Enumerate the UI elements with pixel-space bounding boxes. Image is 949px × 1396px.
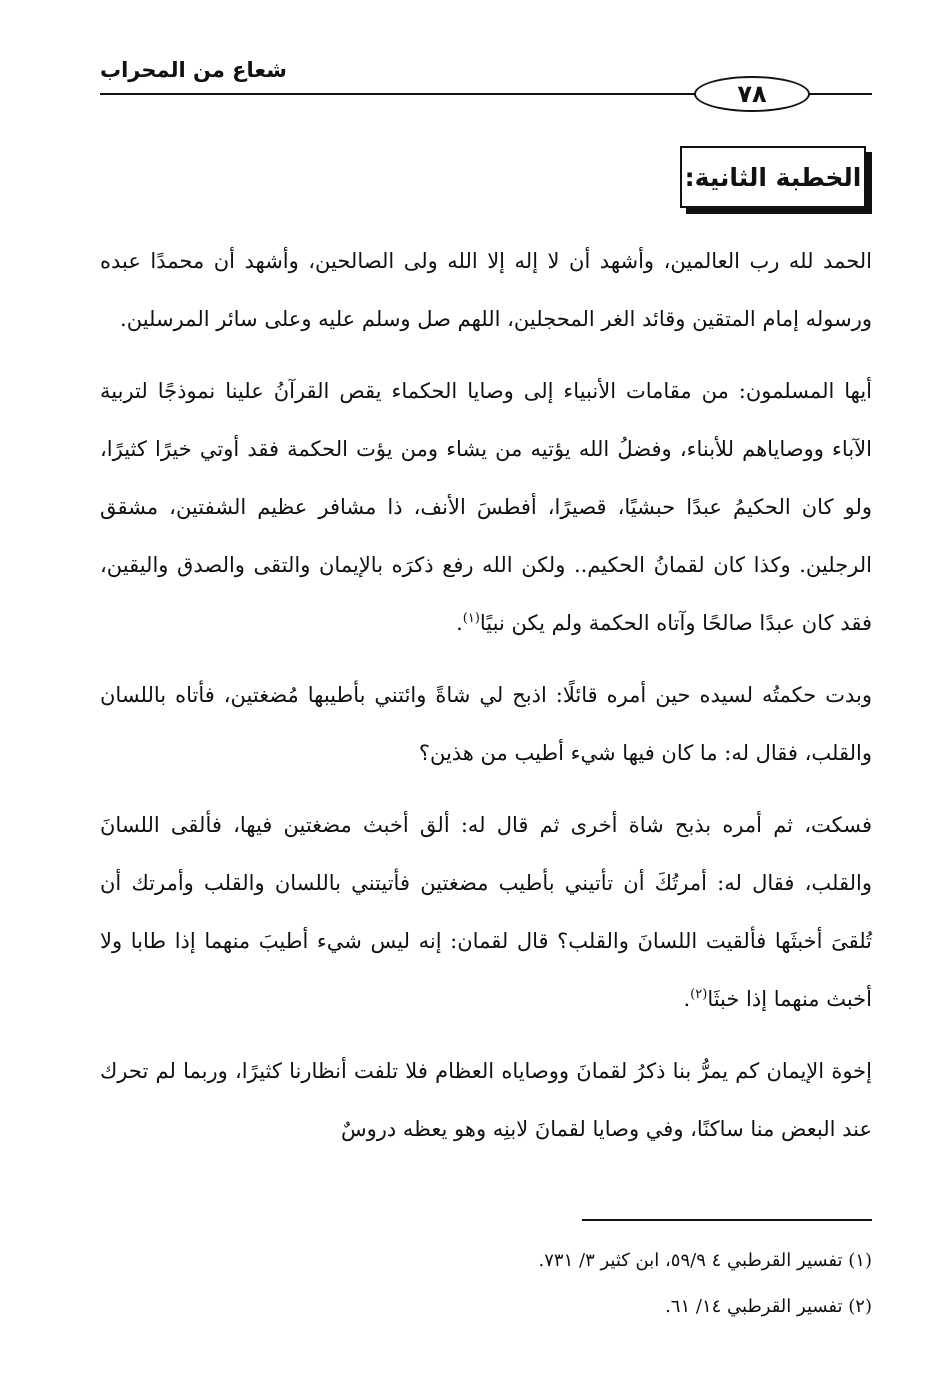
paragraph-2 xyxy=(100,362,872,652)
section-title: الخطبة الثانية: xyxy=(684,162,862,192)
footnote-ref-2: (٢) xyxy=(690,987,708,1002)
paragraph-text: أيها المسلمون: من مقامات الأنبياء إلى وصايا الحكماء يقص القرآنُ علينا نموذجًا لتربية الآباء ووصاياهم للأبناء، وفضلُ الله يؤتيه من يشاء ومن يؤت الحكمة فقد أوتي خيرًا كثيرًا، ولو كان الحكيمُ عبدًا حبشيًا، قصيرًا، أفطسَ الأنف، ذا مشافر عظيم الشفتين، مشقق الرجلين. وكذا كان لقمانُ الحكيم.. ولكن الله رفع ذكرَه بالإيمان والتقى والصدق واليقين، فقد كان عبدًا صالحًا وآتاه الحكمة ولم يكن نبيًا xyxy=(100,379,872,635)
footnote-ref-1: (١) xyxy=(462,611,480,626)
paragraph-4 xyxy=(100,796,872,1028)
paragraph-3 xyxy=(100,666,872,782)
paragraph-end: . xyxy=(456,611,463,635)
paragraph-text: وبدت حكمتُه لسيده حين أمره قائلًا: اذبح لي شاةً وائتني بأطيبها مُضغتين، فأتاه باللسان والقلب، فقال له: ما كان فيها شيء أطيب من هذين؟ xyxy=(100,683,872,765)
footnote-1: (١) تفسير القرطبي ٤ ٥٩/٩، ابن كثير ٣/ ٧٣١. xyxy=(538,1250,872,1271)
footnote-rule xyxy=(582,1219,872,1221)
section-title-box xyxy=(680,146,866,208)
footnotes xyxy=(100,1238,872,1330)
paragraph-1 xyxy=(100,232,872,348)
page-number: ٧٨ xyxy=(694,76,810,112)
paragraph-5 xyxy=(100,1042,872,1158)
body-text xyxy=(100,232,872,1172)
running-title: شعاع من المحراب xyxy=(100,58,287,82)
paragraph-text: إخوة الإيمان كم يمرُّ بنا ذكرُ لقمانَ ووصاياه العظام فلا تلفت أنظارنا كثيرًا، وربما لم تحرك عند البعض منا ساكنًا، وفي وصايا لقمانَ لابنِه وهو يعظه دروسٌ xyxy=(100,1059,872,1141)
paragraph-text: الحمد لله رب العالمين، وأشهد أن لا إله إلا الله ولى الصالحين، وأشهد أن محمدًا عبده ورسوله إمام المتقين وقائد الغر المحجلين، اللهم صل وسلم عليه وعلى سائر المرسلين. xyxy=(100,249,872,331)
paragraph-end: . xyxy=(683,987,691,1011)
paragraph-text: فسكت، ثم أمره بذبح شاة أخرى ثم قال له: ألق أخبث مضغتين فيها، فألقى اللسانَ والقلب، فقال له: أمرتُكَ أن تأتيني بأطيب مضغتين فأتيتني باللسان والقلب وأمرتك أن تُلقىَ أخبثَها فألقيت اللسانَ والقلب؟ قال لقمان: إنه ليس شيء أطيبَ منهما إذا طابا ولا أخبث منهما إذا خبثَا xyxy=(100,813,872,1011)
footnote-2: (٢) تفسير القرطبي ١٤/ ٦١. xyxy=(665,1296,872,1317)
